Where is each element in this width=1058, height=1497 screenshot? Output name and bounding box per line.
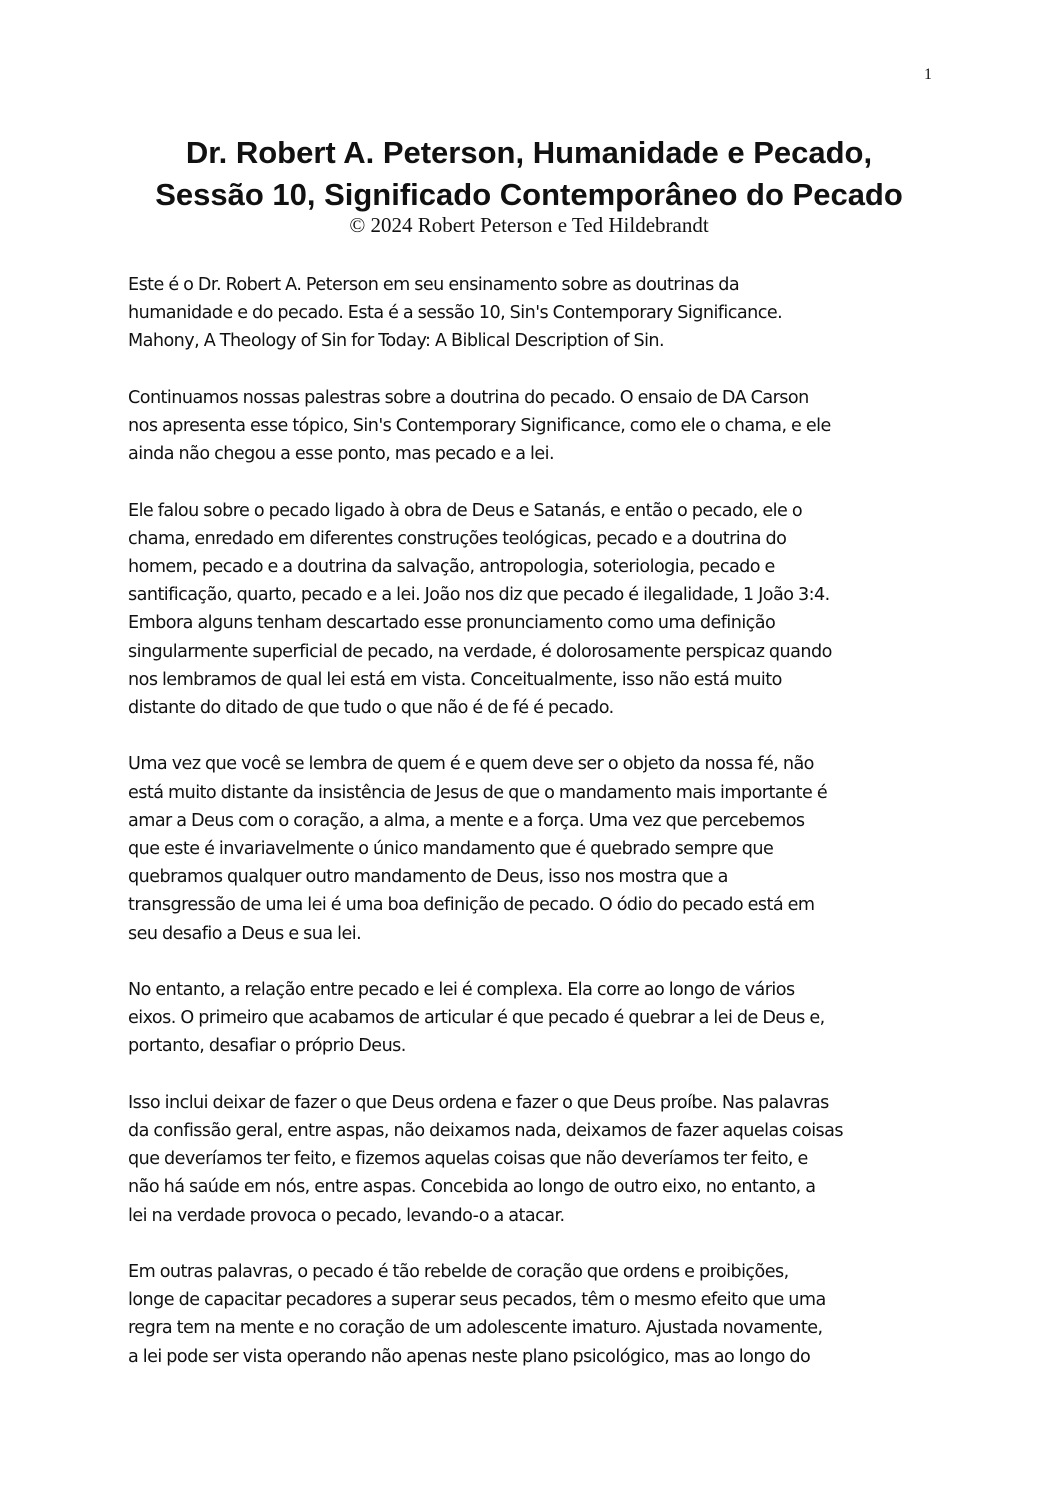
paragraph-3 (128, 497, 938, 723)
text-line: está muito distante da insistência de Jesus de que o mandamento mais importante é (128, 782, 828, 803)
text-line: regra tem na mente e no coração de um adolescente imaturo. Ajustada novamente, (128, 1318, 823, 1339)
text-line: Ele falou sobre o pecado ligado à obra de Deus e Satanás, e então o pecado, ele o (128, 500, 803, 521)
text-line: nos lembramos de qual lei está em vista. Conceitualmente, isso não está muito (128, 669, 782, 690)
text-line: homem, pecado e a doutrina da salvação, antropologia, soteriologia, pecado e (128, 557, 775, 577)
paragraph-5 (128, 976, 938, 1061)
document-header (100, 132, 958, 237)
text-line: Mahony, A Theology of Sin for Today: A Biblical Description of Sin. (128, 331, 665, 352)
paragraph-1 (128, 271, 938, 356)
text-line: seu desafio a Deus e sua lei. (128, 923, 362, 944)
text-line: Este é o Dr. Robert A. Peterson em seu ensinamento sobre as doutrinas da (128, 275, 740, 295)
text-line: que este é invariavelmente o único mandamento que é quebrado sempre que (128, 839, 774, 860)
text-line: ainda não chegou a esse ponto, mas pecado e a lei. (128, 444, 554, 465)
text-line: que deveríamos ter feito, e fizemos aquelas coisas que não deveríamos ter feito, e (128, 1149, 808, 1170)
text-line: eixos. O primeiro que acabamos de articular é que pecado é quebrar a lei de Deus e, (128, 1008, 825, 1029)
page-number: 1 (924, 66, 932, 83)
text-line: chama, enredado em diferentes construções teológicas, pecado e a doutrina do (128, 528, 787, 549)
paragraph-6 (128, 1089, 938, 1230)
text-line: amar a Deus com o coração, a alma, a mente e a força. Uma vez que percebemos (128, 810, 805, 831)
text-line: da confissão geral, entre aspas, não deixamos nada, deixamos de fazer aquelas coisas (128, 1121, 844, 1142)
text-line: lei na verdade provoca o pecado, levando-o a atacar. (128, 1205, 565, 1226)
text-line: No entanto, a relação entre pecado e lei é complexa. Ela corre ao longo de vários (128, 980, 795, 1001)
text-line: santificação, quarto, pecado e a lei. João nos diz que pecado é ilegalidade, 1 João 3:4. (128, 585, 830, 606)
text-line: quebramos qualquer outro mandamento de Deus, isso nos mostra que a (128, 867, 728, 888)
text-line: Isso inclui deixar de fazer o que Deus ordena e fazer o que Deus proíbe. Nas palavras (128, 1092, 829, 1113)
text-line: Uma vez que você se lembra de quem é e quem deve ser o objeto da nossa fé, não (128, 754, 814, 775)
copyright-notice: © 2024 Robert Peterson e Ted Hildebrandt (349, 213, 709, 237)
text-line: Em outras palavras, o pecado é tão rebelde de coração que ordens e proibições, (128, 1262, 789, 1283)
document-title-line-2: Sessão 10, Significado Contemporâneo do Pecado (155, 177, 903, 212)
text-line: singularmente superficial de pecado, na verdade, é dolorosamente perspicaz quando (128, 641, 832, 662)
document-body (128, 271, 938, 1399)
paragraph-7 (128, 1258, 938, 1371)
text-line: portanto, desafiar o próprio Deus. (128, 1036, 406, 1057)
document-title-line-1: Dr. Robert A. Peterson, Humanidade e Pecado, (185, 135, 873, 170)
text-line: longe de capacitar pecadores a superar seus pecados, têm o mesmo efeito que uma (128, 1290, 826, 1311)
text-line: transgressão de uma lei é uma boa definição de pecado. O ódio do pecado está em (128, 895, 815, 916)
text-line: nos apresenta esse tópico, Sin's Contemporary Significance, como ele o chama, e ele (128, 416, 831, 436)
paragraph-4 (128, 750, 938, 947)
paragraph-2 (128, 384, 938, 469)
text-line: distante do ditado de que tudo o que não é de fé é pecado. (128, 698, 614, 719)
text-line: Continuamos nossas palestras sobre a doutrina do pecado. O ensaio de DA Carson (128, 387, 809, 408)
text-line: não há saúde em nós, entre aspas. Concebida ao longo de outro eixo, no entanto, a (128, 1177, 816, 1198)
text-line: a lei pode ser vista operando não apenas neste plano psicológico, mas ao longo do (128, 1346, 811, 1367)
text-line: Embora alguns tenham descartado esse pronunciamento como uma definição (128, 613, 776, 634)
text-line: humanidade e do pecado. Esta é a sessão 10, Sin's Contemporary Significance. (128, 303, 783, 324)
